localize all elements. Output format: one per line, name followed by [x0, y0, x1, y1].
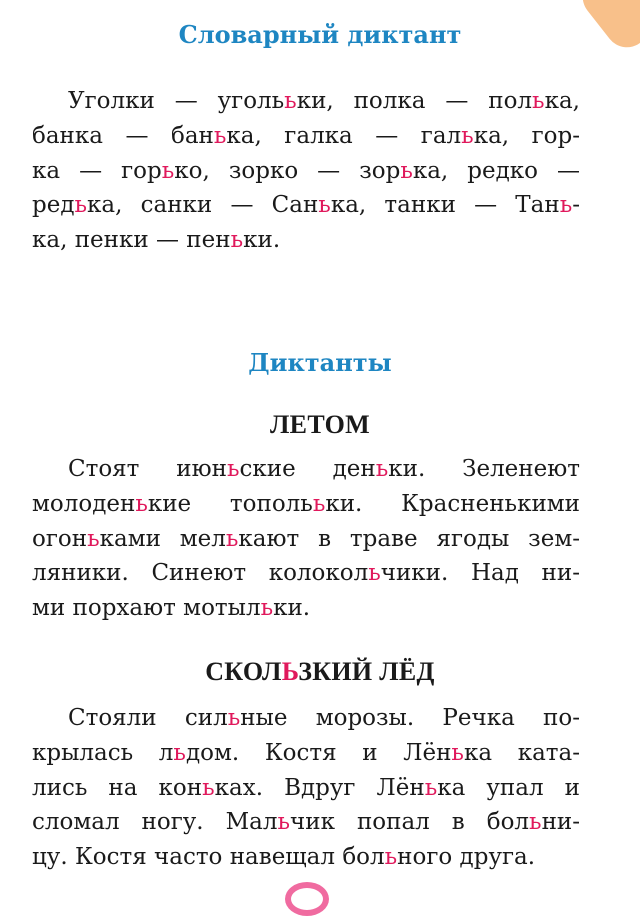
text-segment: кими: [517, 490, 580, 517]
dictations-title: Диктанты: [248, 348, 392, 377]
highlighted-soft-sign: ь: [202, 774, 215, 801]
text-segment: ред: [32, 192, 75, 219]
highlighted-soft-sign: ь: [173, 739, 186, 766]
text-segment: ки. Красне: [325, 490, 490, 517]
text-segment: Стояли сил: [68, 705, 228, 731]
text-line: [32, 84, 580, 119]
text-segment: кают в траве ягоды зем-: [238, 525, 580, 552]
text-line: [32, 556, 580, 591]
text-segment: ские ден: [239, 456, 376, 482]
text-segment: ка, санки — Сан: [87, 192, 319, 219]
text-line: [32, 487, 580, 522]
text-segment: ка ката-: [463, 739, 580, 766]
text-line: [32, 701, 580, 736]
text-line: [32, 736, 580, 771]
text-segment: ках. Вдруг Лён: [214, 774, 425, 801]
text-segment: ни-: [541, 809, 580, 836]
text-line: [32, 452, 580, 487]
text-segment: ки. Зеленеют: [388, 456, 580, 482]
highlighted-soft-sign: ь: [135, 490, 148, 517]
text-segment: ка, гор-: [473, 122, 580, 149]
text-line: [32, 840, 580, 875]
text-segment: ка — гор: [32, 157, 162, 184]
highlighted-soft-sign: ь: [226, 456, 240, 482]
highlighted-soft-sign: ь: [529, 809, 542, 836]
highlighted-soft-sign: ь: [375, 456, 389, 482]
text-line: [32, 591, 580, 626]
text-segment: цу. Костя часто навещал бол: [32, 844, 385, 871]
highlighted-soft-sign: ь: [284, 88, 297, 114]
highlighted-soft-sign: ь: [227, 705, 241, 731]
highlighted-soft-sign: ь: [260, 595, 274, 622]
highlighted-soft-sign: ь: [384, 844, 398, 871]
text-segment: ко, зорко — зор: [174, 157, 401, 184]
vocab-dictation-text: [32, 84, 580, 258]
highlighted-soft-sign: ь: [532, 88, 545, 114]
text-segment: ные морозы. Речка по-: [240, 705, 580, 731]
text-line: [32, 119, 580, 154]
text-line: [32, 771, 580, 806]
text-segment: ки.: [273, 595, 311, 622]
text-segment: ЗКИЙ ЛЁД: [298, 657, 435, 686]
vocab-dictation-title: Словарный диктант: [178, 20, 462, 49]
text-segment: ками мел: [99, 525, 226, 552]
text-segment: крылась л: [32, 739, 174, 766]
highlighted-soft-sign: ь: [74, 192, 88, 219]
text-line: [32, 522, 580, 557]
text-segment: огон: [32, 525, 88, 552]
text-segment: ка, галка — гал: [226, 122, 462, 149]
highlighted-soft-sign: ь: [424, 774, 438, 801]
text-segment: кие тополь: [147, 490, 313, 517]
text-segment: банка — бан: [32, 122, 214, 149]
story-text-letom: [32, 452, 580, 626]
highlighted-soft-sign: ь: [225, 525, 239, 552]
story-title-skolzkiy-led: [0, 657, 640, 687]
text-segment: СКОЛ: [205, 657, 282, 686]
highlighted-soft-sign: ь: [368, 560, 381, 587]
highlighted-soft-sign: ь: [318, 192, 331, 219]
text-segment: молоден: [32, 490, 136, 517]
highlighted-soft-sign: ь: [87, 525, 100, 552]
text-segment: ляники. Синеют колокол: [32, 560, 369, 587]
highlighted-soft-sign: ь: [312, 490, 326, 517]
text-segment: ки.: [243, 227, 281, 254]
text-segment: ка, танки — Тан: [330, 192, 560, 219]
text-segment: Уголки — уголь: [68, 88, 285, 114]
text-segment: ки, полка — пол: [296, 88, 533, 114]
highlighted-soft-sign: ь: [461, 122, 474, 149]
text-line: [32, 805, 580, 840]
text-segment: ка, пенки — пен: [32, 227, 231, 254]
story-text-skolzkiy-led: [32, 701, 580, 875]
text-segment: сломал ногу. Мал: [32, 809, 278, 836]
text-line: [32, 154, 580, 189]
text-segment: чик попал в бол: [290, 809, 530, 836]
text-segment: чики. Над ни-: [380, 560, 580, 587]
text-segment: ка упал и: [437, 774, 580, 801]
highlighted-soft-sign: ь: [161, 157, 175, 184]
highlighted-soft-sign: ь: [213, 122, 227, 149]
text-segment: ного друга.: [397, 844, 536, 871]
highlighted-soft-sign: ь: [451, 739, 464, 766]
text-segment: ка, редко —: [412, 157, 580, 184]
text-line: [32, 188, 580, 223]
highlighted-soft-sign: ь: [400, 157, 413, 184]
text-segment: -: [572, 192, 580, 219]
highlighted-soft-sign: ь: [230, 227, 244, 254]
text-segment: Стоят июн: [68, 456, 227, 482]
highlighted-soft-sign: Ь: [281, 657, 299, 686]
page-number-mark: [285, 882, 329, 916]
story-title-letom: ЛЕТОМ: [270, 410, 370, 439]
text-segment: дом. Костя и Лён: [185, 739, 452, 766]
highlighted-soft-sign: ь: [559, 192, 573, 219]
text-line: [32, 223, 580, 258]
text-segment: ми порхают мотыл: [32, 595, 261, 622]
text-segment: лись на кон: [32, 774, 203, 801]
text-segment: ка,: [544, 88, 580, 114]
highlighted-soft-sign: ь: [277, 809, 291, 836]
text-segment: нь: [489, 490, 518, 517]
